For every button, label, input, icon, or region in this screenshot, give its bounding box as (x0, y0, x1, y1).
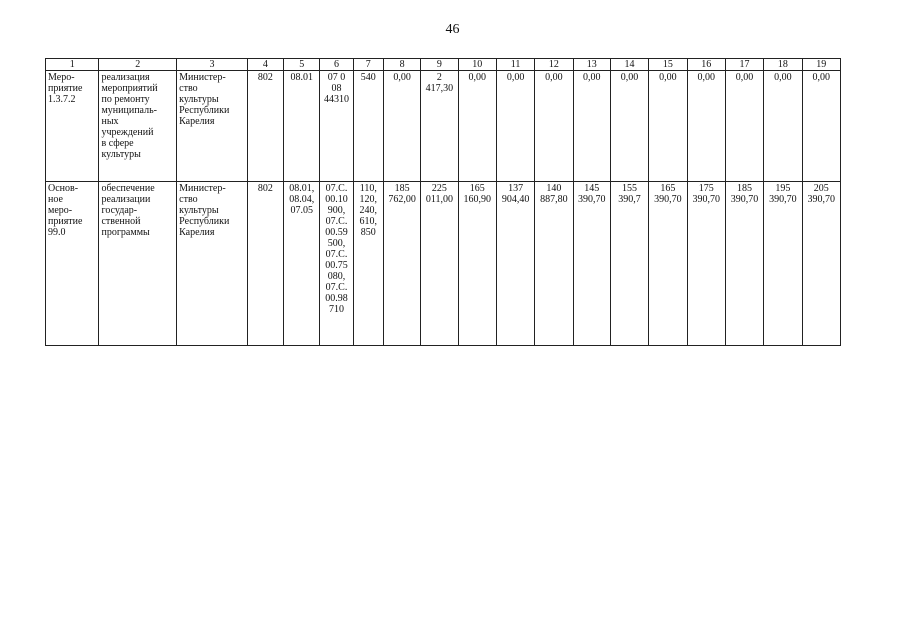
table-cell (458, 71, 496, 182)
column-header: 3 (177, 59, 248, 71)
table-row (46, 182, 841, 346)
table-cell (421, 71, 458, 182)
table-cell (649, 71, 687, 182)
column-header: 12 (535, 59, 573, 71)
column-header: 7 (353, 59, 383, 71)
table-cell (46, 71, 99, 182)
table-cell (247, 182, 283, 346)
page-number: 46 (445, 22, 460, 37)
table-cell (284, 182, 320, 346)
table-cell (320, 71, 353, 182)
cell-text: 0,00 (659, 72, 677, 83)
cell-text: 145 390,70 (577, 183, 606, 205)
table-cell (46, 182, 99, 346)
cell-text: 205 390,70 (807, 183, 836, 205)
table-cell (353, 71, 383, 182)
column-header: 10 (458, 59, 496, 71)
column-header: 1 (46, 59, 99, 71)
table-cell (764, 71, 802, 182)
cell-text: 540 (360, 72, 376, 83)
column-header: 13 (573, 59, 610, 71)
table-row (46, 71, 841, 182)
table-cell (99, 182, 177, 346)
table-cell (687, 71, 725, 182)
cell-text: 2 417,30 (425, 72, 454, 94)
table-cell (535, 71, 573, 182)
cell-text: обеспечение реализации государ- ственной программы (101, 183, 155, 238)
cell-text: 0,00 (735, 72, 754, 83)
cell-text: 165 390,70 (654, 183, 682, 205)
table-cell (99, 71, 177, 182)
table-cell (802, 182, 840, 346)
column-header: 15 (649, 59, 687, 71)
cell-text: 07 0 08 44310 (324, 72, 350, 105)
table-cell (802, 71, 840, 182)
table-cell (320, 182, 353, 346)
cell-text: 08.01 (290, 72, 313, 83)
cell-text: 08.01, 08.04, 07.05 (289, 183, 315, 216)
table-cell (573, 71, 610, 182)
table-cell (725, 71, 763, 182)
table-cell (573, 182, 610, 346)
cell-text: Основ- ное меро- приятие 99.0 (48, 183, 83, 238)
table-cell (177, 71, 248, 182)
table-cell (177, 182, 248, 346)
cell-text: 175 390,70 (692, 183, 720, 205)
cell-text: 0,00 (697, 72, 715, 83)
table-cell (353, 182, 383, 346)
column-header: 16 (687, 59, 725, 71)
table-cell (247, 71, 283, 182)
cell-text: Меро- приятие 1.3.7.2 (48, 72, 83, 105)
table-cell (383, 71, 420, 182)
cell-text: 0,00 (545, 72, 563, 83)
cell-text: 0,00 (774, 72, 792, 83)
cell-text: 185 390,70 (730, 183, 759, 205)
cell-text: 155 390,7 (618, 183, 641, 205)
cell-text: 195 390,70 (769, 183, 797, 205)
table-cell (610, 71, 648, 182)
table-cell (284, 71, 320, 182)
cell-text: 185 762,00 (388, 183, 416, 205)
cell-text: 0,00 (468, 72, 486, 83)
table-cell (764, 182, 802, 346)
column-header: 19 (802, 59, 840, 71)
cell-text: 802 (257, 183, 273, 194)
column-header: 4 (247, 59, 283, 71)
table-cell (687, 182, 725, 346)
cell-text: 802 (257, 72, 273, 83)
budget-table (45, 58, 841, 346)
column-header: 5 (284, 59, 320, 71)
cell-text: Министер- ство культуры Республики Карелия (179, 183, 230, 238)
cell-text: Министер- ство культуры Республики Карелия (179, 72, 230, 127)
column-header: 8 (383, 59, 420, 71)
cell-text: реализация мероприятий по ремонту муниципаль- ных учреждений в сфере культуры (101, 72, 158, 160)
column-header: 17 (725, 59, 763, 71)
table-cell (535, 182, 573, 346)
table-cell (496, 71, 534, 182)
cell-text: 07.С. 00.10 900, 07.С. 00.59 500, 07.С. 00.75 080, 07.С. 00.98 710 (325, 183, 348, 315)
cell-text: 137 904,40 (501, 183, 530, 205)
table-cell (496, 182, 534, 346)
cell-text: 110, 120, 240, 610, 850 (359, 183, 378, 238)
cell-text: 0,00 (812, 72, 831, 83)
cell-text: 165 160,90 (463, 183, 491, 205)
table-cell (725, 182, 763, 346)
cell-text: 0,00 (393, 72, 411, 83)
column-header: 9 (421, 59, 458, 71)
cell-text: 140 887,80 (540, 183, 568, 205)
table-cell (458, 182, 496, 346)
column-header: 6 (320, 59, 353, 71)
table-cell (610, 182, 648, 346)
table-cell (421, 182, 458, 346)
cell-text: 0,00 (506, 72, 525, 83)
header-row (46, 59, 841, 71)
cell-text: 225 011,00 (425, 183, 453, 205)
table-cell (649, 182, 687, 346)
table-cell (383, 182, 420, 346)
column-header: 11 (496, 59, 534, 71)
column-header: 18 (764, 59, 802, 71)
column-header: 2 (99, 59, 177, 71)
cell-text: 0,00 (620, 72, 639, 83)
cell-text: 0,00 (582, 72, 601, 83)
column-header: 14 (610, 59, 648, 71)
